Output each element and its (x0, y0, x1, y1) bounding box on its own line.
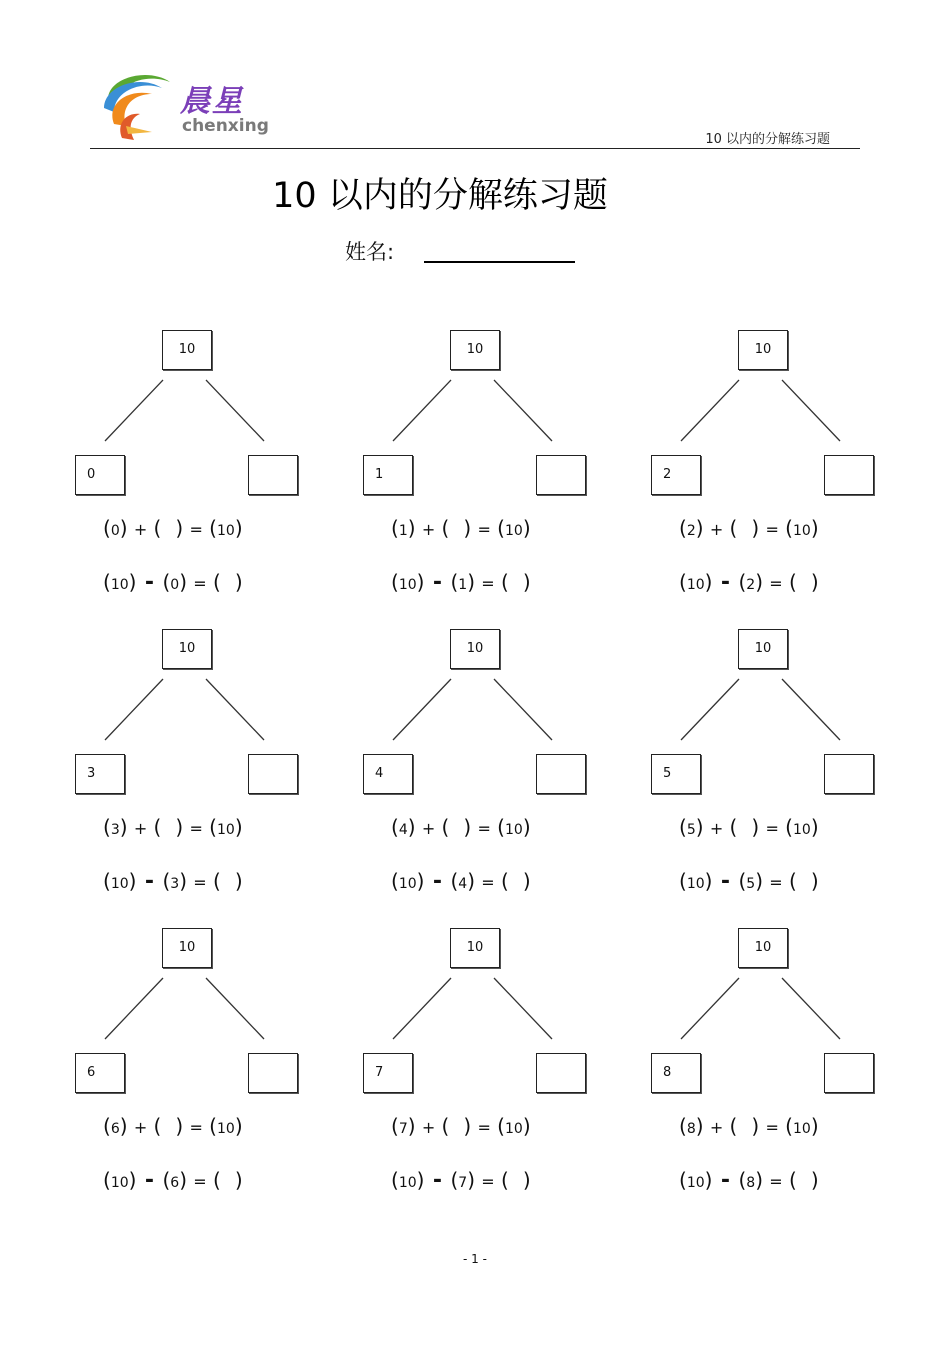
total-box: 10 (450, 928, 500, 968)
name-label: 姓名: (345, 240, 395, 264)
right-branch-line (494, 380, 552, 441)
open-paren: ( (209, 516, 217, 540)
plus-sign: + (421, 1118, 436, 1137)
open-paren: ( (441, 516, 450, 540)
minus-sign: - (720, 869, 731, 894)
addend-value: 8 (686, 1121, 696, 1137)
total-box: 10 (162, 928, 212, 968)
decomposition-problem (363, 629, 663, 929)
left-branch-line (393, 978, 451, 1039)
chenxing-logo (100, 68, 280, 144)
page-number: - 1 - (463, 1252, 487, 1266)
addition-equation (679, 516, 819, 540)
total-box: 10 (450, 629, 500, 669)
close-paren: ) (119, 516, 128, 540)
close-paren: ) (128, 1168, 137, 1192)
close-paren: ) (407, 516, 416, 540)
minuend-value: 10 (398, 876, 417, 892)
decomposition-problem (363, 928, 663, 1228)
open-paren: ( (103, 815, 111, 839)
known-part-box (363, 455, 413, 495)
equals-sign: = (189, 520, 203, 539)
close-paren: ) (416, 869, 425, 893)
left-branch-line (105, 380, 163, 441)
close-paren: ) (810, 570, 819, 594)
subtrahend-value: 2 (746, 577, 756, 593)
minuend-value: 10 (686, 577, 705, 593)
total-box: 10 (738, 629, 788, 669)
close-paren: ) (234, 1114, 243, 1138)
unknown-part-answer-box[interactable] (248, 1053, 298, 1093)
subtrahend-value: 4 (458, 876, 468, 892)
open-paren: ( (679, 516, 687, 540)
close-paren: ) (810, 516, 819, 540)
open-paren: ( (213, 570, 221, 594)
page-title: 10 以内的分解练习题 (272, 176, 608, 216)
logo-swirl-icon (100, 68, 180, 144)
close-paren: ) (416, 570, 425, 594)
sum-value: 10 (216, 1121, 235, 1137)
subtrahend-value: 7 (458, 1175, 468, 1191)
close-paren: ) (234, 1168, 243, 1192)
open-paren: ( (213, 869, 221, 893)
sum-value: 10 (216, 523, 235, 539)
close-paren: ) (463, 516, 472, 540)
decomposition-problem (651, 928, 950, 1228)
close-paren: ) (755, 570, 763, 594)
right-branch-line (206, 978, 264, 1039)
sum-value: 10 (504, 822, 523, 838)
equals-sign: = (477, 1118, 491, 1137)
open-paren: ( (497, 516, 505, 540)
open-paren: ( (391, 1168, 399, 1192)
close-paren: ) (179, 1168, 187, 1192)
open-paren: ( (450, 1168, 459, 1192)
subtrahend-value: 5 (746, 876, 756, 892)
subtrahend-value: 1 (458, 577, 468, 593)
open-paren: ( (785, 1114, 793, 1138)
sum-value: 10 (216, 822, 235, 838)
subtraction-equation (391, 869, 531, 894)
equals-sign: = (481, 1172, 495, 1191)
known-part-value: 0 (87, 467, 96, 482)
total-box: 10 (450, 330, 500, 370)
close-paren: ) (175, 516, 184, 540)
known-part-value: 2 (663, 467, 672, 482)
left-branch-line (105, 679, 163, 740)
minus-sign: - (432, 570, 443, 595)
left-branch-line (681, 978, 739, 1039)
minus-sign: - (720, 1168, 731, 1193)
decomposition-problem (75, 330, 375, 630)
open-paren: ( (501, 869, 509, 893)
unknown-part-answer-box[interactable] (248, 455, 298, 495)
open-paren: ( (501, 1168, 509, 1192)
open-paren: ( (209, 1114, 217, 1138)
close-paren: ) (179, 869, 187, 893)
known-part-value: 6 (87, 1065, 96, 1080)
addition-equation (679, 815, 819, 839)
minuend-value: 10 (398, 577, 417, 593)
minus-sign: - (144, 869, 155, 894)
addend-value: 7 (398, 1121, 408, 1137)
plus-sign: + (133, 1118, 148, 1137)
equals-sign: = (189, 1118, 203, 1137)
addend-value: 5 (686, 822, 696, 838)
right-branch-line (206, 679, 264, 740)
right-branch-line (494, 679, 552, 740)
open-paren: ( (785, 815, 793, 839)
subtraction-equation (679, 570, 819, 595)
addition-equation (103, 516, 243, 540)
open-paren: ( (103, 1114, 111, 1138)
known-part-box (651, 1053, 701, 1093)
close-paren: ) (234, 516, 243, 540)
minus-sign: - (432, 1168, 443, 1193)
equals-sign: = (481, 574, 495, 593)
close-paren: ) (751, 516, 760, 540)
equals-sign: = (765, 819, 779, 838)
addend-value: 6 (110, 1121, 120, 1137)
plus-sign: + (133, 819, 148, 838)
subtraction-equation (103, 570, 243, 595)
close-paren: ) (463, 1114, 472, 1138)
addition-equation (391, 1114, 531, 1138)
subtrahend-value: 0 (170, 577, 180, 593)
open-paren: ( (162, 1168, 171, 1192)
close-paren: ) (407, 815, 416, 839)
name-blank-line[interactable] (424, 261, 575, 263)
known-part-value: 5 (663, 766, 672, 781)
subtraction-equation (103, 1168, 243, 1193)
minuend-value: 10 (686, 1175, 705, 1191)
open-paren: ( (103, 869, 111, 893)
decomposition-problem (75, 629, 375, 929)
open-paren: ( (391, 869, 399, 893)
minus-sign: - (720, 570, 731, 595)
subtraction-equation (679, 869, 819, 894)
open-paren: ( (391, 516, 399, 540)
addend-value: 2 (686, 523, 696, 539)
close-paren: ) (128, 570, 137, 594)
logo-english-text: chenxing (182, 116, 269, 136)
open-paren: ( (789, 1168, 797, 1192)
known-part-value: 1 (375, 467, 384, 482)
plus-sign: + (709, 1118, 724, 1137)
open-paren: ( (679, 869, 687, 893)
equals-sign: = (765, 520, 779, 539)
addend-value: 1 (398, 523, 408, 539)
unknown-part-answer-box[interactable] (824, 1053, 874, 1093)
total-box: 10 (738, 928, 788, 968)
close-paren: ) (522, 1168, 531, 1192)
minuend-value: 10 (110, 876, 129, 892)
close-paren: ) (179, 570, 187, 594)
addition-equation (103, 815, 243, 839)
left-branch-line (393, 380, 451, 441)
close-paren: ) (522, 1114, 531, 1138)
close-paren: ) (467, 869, 475, 893)
open-paren: ( (391, 815, 399, 839)
decomposition-problem (651, 629, 950, 929)
equals-sign: = (189, 819, 203, 838)
open-paren: ( (729, 815, 738, 839)
sum-value: 10 (504, 523, 523, 539)
close-paren: ) (522, 570, 531, 594)
addend-value: 4 (398, 822, 408, 838)
equals-sign: = (769, 873, 783, 892)
addend-value: 3 (110, 822, 120, 838)
total-box: 10 (162, 629, 212, 669)
close-paren: ) (695, 516, 704, 540)
open-paren: ( (789, 869, 797, 893)
open-paren: ( (729, 516, 738, 540)
subtraction-equation (103, 869, 243, 894)
equals-sign: = (193, 873, 207, 892)
open-paren: ( (679, 815, 687, 839)
close-paren: ) (522, 516, 531, 540)
subtraction-equation (391, 570, 531, 595)
decomposition-problem (651, 330, 950, 630)
open-paren: ( (679, 570, 687, 594)
equals-sign: = (477, 819, 491, 838)
open-paren: ( (738, 869, 747, 893)
open-paren: ( (450, 570, 459, 594)
minus-sign: - (144, 570, 155, 595)
close-paren: ) (467, 1168, 475, 1192)
close-paren: ) (755, 869, 763, 893)
close-paren: ) (755, 1168, 763, 1192)
total-box: 10 (738, 330, 788, 370)
close-paren: ) (463, 815, 472, 839)
close-paren: ) (704, 1168, 713, 1192)
left-branch-line (681, 380, 739, 441)
addition-equation (391, 516, 531, 540)
equals-sign: = (769, 1172, 783, 1191)
open-paren: ( (391, 570, 399, 594)
right-branch-line (206, 380, 264, 441)
plus-sign: + (421, 520, 436, 539)
open-paren: ( (679, 1168, 687, 1192)
equals-sign: = (193, 574, 207, 593)
left-branch-line (681, 679, 739, 740)
open-paren: ( (162, 570, 171, 594)
plus-sign: + (133, 520, 148, 539)
close-paren: ) (522, 815, 531, 839)
open-paren: ( (450, 869, 459, 893)
open-paren: ( (162, 869, 171, 893)
open-paren: ( (153, 516, 162, 540)
sum-value: 10 (504, 1121, 523, 1137)
close-paren: ) (416, 1168, 425, 1192)
known-part-box (651, 754, 701, 794)
minuend-value: 10 (110, 1175, 129, 1191)
total-box: 10 (162, 330, 212, 370)
left-branch-line (393, 679, 451, 740)
close-paren: ) (175, 1114, 184, 1138)
open-paren: ( (103, 1168, 111, 1192)
close-paren: ) (751, 815, 760, 839)
minuend-value: 10 (110, 577, 129, 593)
left-branch-line (105, 978, 163, 1039)
equals-sign: = (477, 520, 491, 539)
open-paren: ( (789, 570, 797, 594)
equals-sign: = (481, 873, 495, 892)
equals-sign: = (193, 1172, 207, 1191)
close-paren: ) (810, 815, 819, 839)
plus-sign: + (421, 819, 436, 838)
minus-sign: - (144, 1168, 155, 1193)
plus-sign: + (709, 819, 724, 838)
minuend-value: 10 (398, 1175, 417, 1191)
sum-value: 10 (792, 822, 811, 838)
close-paren: ) (810, 869, 819, 893)
open-paren: ( (729, 1114, 738, 1138)
unknown-part-answer-box[interactable] (536, 1053, 586, 1093)
right-branch-line (782, 978, 840, 1039)
addition-equation (679, 1114, 819, 1138)
open-paren: ( (209, 815, 217, 839)
open-paren: ( (103, 570, 111, 594)
open-paren: ( (501, 570, 509, 594)
known-part-box (75, 754, 125, 794)
logo-chinese-text: 晨星 (180, 84, 244, 119)
close-paren: ) (175, 815, 184, 839)
open-paren: ( (391, 1114, 399, 1138)
unknown-part-answer-box[interactable] (824, 455, 874, 495)
close-paren: ) (119, 1114, 128, 1138)
known-part-value: 7 (375, 1065, 384, 1080)
known-part-value: 8 (663, 1065, 672, 1080)
open-paren: ( (679, 1114, 687, 1138)
close-paren: ) (234, 869, 243, 893)
addend-value: 0 (110, 523, 120, 539)
header-title: 10 以内的分解练习题 (705, 132, 830, 147)
open-paren: ( (213, 1168, 221, 1192)
close-paren: ) (119, 815, 128, 839)
unknown-part-answer-box[interactable] (824, 754, 874, 794)
right-branch-line (494, 978, 552, 1039)
plus-sign: + (709, 520, 724, 539)
close-paren: ) (695, 815, 704, 839)
sum-value: 10 (792, 523, 811, 539)
unknown-part-answer-box[interactable] (536, 754, 586, 794)
known-part-box (75, 1053, 125, 1093)
subtrahend-value: 6 (170, 1175, 180, 1191)
minus-sign: - (432, 869, 443, 894)
subtraction-equation (679, 1168, 819, 1193)
open-paren: ( (441, 815, 450, 839)
equals-sign: = (765, 1118, 779, 1137)
close-paren: ) (810, 1168, 819, 1192)
close-paren: ) (407, 1114, 416, 1138)
close-paren: ) (234, 570, 243, 594)
unknown-part-answer-box[interactable] (248, 754, 298, 794)
addition-equation (391, 815, 531, 839)
known-part-box (363, 754, 413, 794)
close-paren: ) (234, 815, 243, 839)
addition-equation (103, 1114, 243, 1138)
open-paren: ( (738, 570, 747, 594)
close-paren: ) (704, 570, 713, 594)
open-paren: ( (738, 1168, 747, 1192)
subtrahend-value: 8 (746, 1175, 756, 1191)
close-paren: ) (695, 1114, 704, 1138)
open-paren: ( (497, 1114, 505, 1138)
subtrahend-value: 3 (170, 876, 180, 892)
close-paren: ) (128, 869, 137, 893)
open-paren: ( (103, 516, 111, 540)
decomposition-problem (363, 330, 663, 630)
close-paren: ) (751, 1114, 760, 1138)
subtraction-equation (391, 1168, 531, 1193)
close-paren: ) (704, 869, 713, 893)
open-paren: ( (497, 815, 505, 839)
minuend-value: 10 (686, 876, 705, 892)
header-rule (90, 148, 860, 149)
close-paren: ) (522, 869, 531, 893)
decomposition-problem (75, 928, 375, 1228)
open-paren: ( (785, 516, 793, 540)
open-paren: ( (153, 1114, 162, 1138)
known-part-value: 3 (87, 766, 96, 781)
right-branch-line (782, 679, 840, 740)
open-paren: ( (441, 1114, 450, 1138)
close-paren: ) (467, 570, 475, 594)
known-part-box (651, 455, 701, 495)
close-paren: ) (810, 1114, 819, 1138)
right-branch-line (782, 380, 840, 441)
open-paren: ( (153, 815, 162, 839)
known-part-box (363, 1053, 413, 1093)
known-part-box (75, 455, 125, 495)
equals-sign: = (769, 574, 783, 593)
known-part-value: 4 (375, 766, 384, 781)
sum-value: 10 (792, 1121, 811, 1137)
unknown-part-answer-box[interactable] (536, 455, 586, 495)
